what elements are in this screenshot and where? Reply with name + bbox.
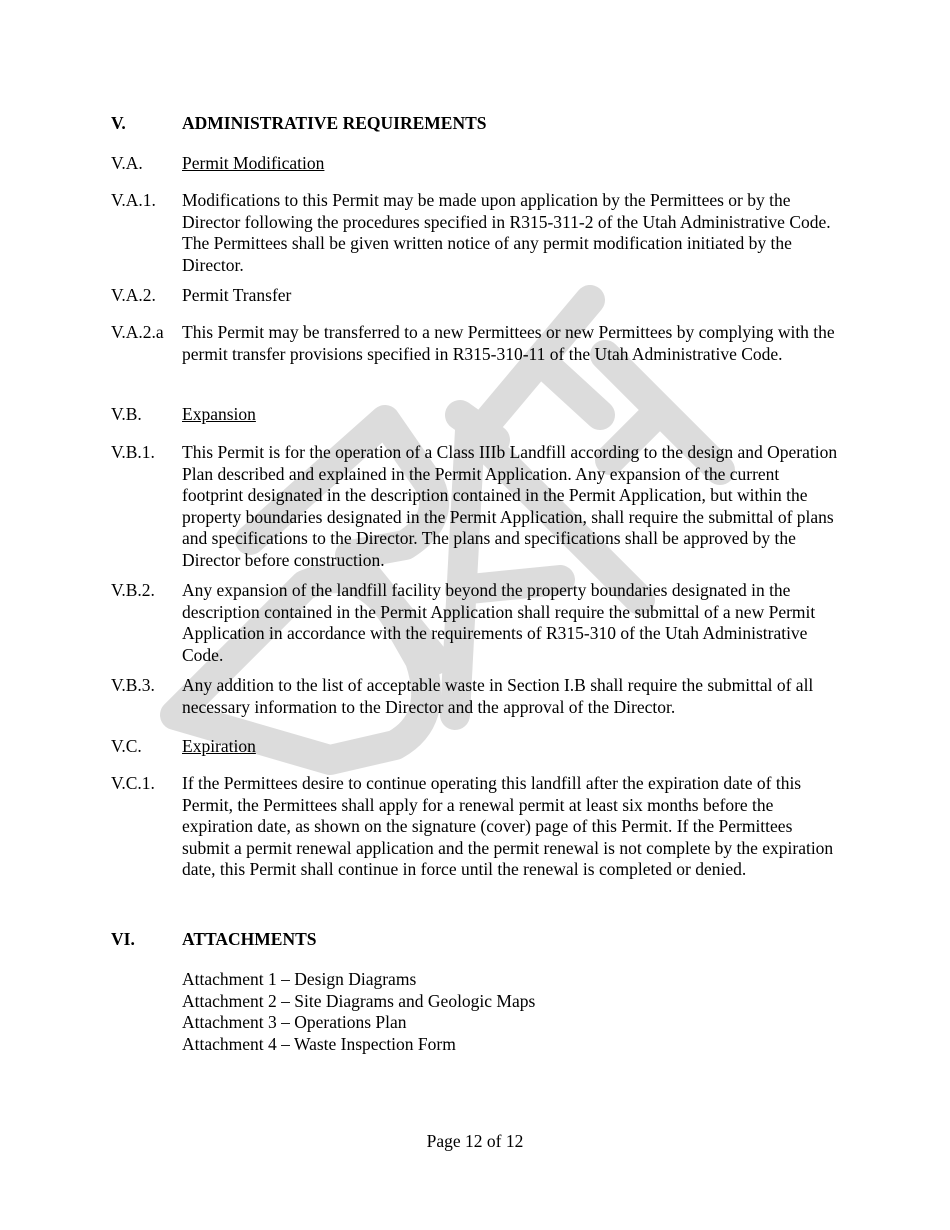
paragraph-vb2	[111, 580, 841, 666]
section-title: Permit Modification	[182, 153, 325, 173]
paragraph-text: Modifications to this Permit may be made upon application by the Permittees or by the Director following the procedures specified in R315-311-2 of the Utah Administrative Code. The Permittees shall be given written notice of any permit modification initiated by the Director.	[182, 190, 831, 275]
attachment-item: Attachment 2 – Site Diagrams and Geologic Maps	[182, 990, 536, 1011]
paragraph-text: Any expansion of the landfill facility beyond the property boundaries designated in the description contained in the Permit Application shall require the submittal of a new Permit Application in accordance with the requirements of R315-310 of the Utah Administrative Code.	[182, 580, 816, 665]
section-title: ADMINISTRATIVE REQUIREMENTS	[182, 113, 487, 133]
paragraph-number: V.B.2.	[111, 580, 155, 600]
paragraph-number: V.B.3.	[111, 675, 155, 695]
paragraph-vb3	[111, 675, 841, 718]
paragraph-va2	[111, 285, 841, 307]
paragraph-number: V.A.2.	[111, 285, 156, 305]
paragraph-vc1	[111, 773, 841, 881]
paragraph-text: This Permit is for the operation of a Class IIIb Landfill according to the design and Operation Plan described and explained in the Permit Application. Any expansion of the current footprint designated in the description contained in the Permit Application, but within the property boundaries designated in the Permit Application, shall require the submittal of plans and specifications to the Director. The plans and specifications shall be approved by the Director before construction.	[182, 442, 838, 570]
section-number: VI.	[111, 929, 135, 949]
paragraph-text: If the Permittees desire to continue operating this landfill after the expiration date of this Permit, the Permittees shall apply for a renewal permit at least six months before the expiration date, as shown on the signature (cover) page of this Permit. If the Permittees submit a permit renewal application and the permit renewal is not complete by the expiration date, this Permit shall continue in force until the renewal is completed or denied.	[182, 773, 834, 879]
attachments-list	[111, 969, 841, 1055]
paragraph-text: Any addition to the list of acceptable waste in Section I.B shall require the submittal of all necessary information to the Director and the approval of the Director.	[182, 675, 814, 717]
section-vi-heading	[111, 929, 841, 951]
section-title: Expiration	[182, 736, 256, 756]
paragraph-text: This Permit may be transferred to a new Permittees or new Permittees by complying with the permit transfer provisions specified in R315-310-11 of the Utah Administrative Code.	[182, 322, 835, 364]
section-number: V.	[111, 113, 126, 133]
attachment-item: Attachment 4 – Waste Inspection Form	[182, 1033, 456, 1054]
section-title: Expansion	[182, 404, 256, 424]
subsection-vc-heading	[111, 736, 841, 758]
attachment-item: Attachment 1 – Design Diagrams	[182, 969, 417, 989]
section-title: ATTACHMENTS	[182, 929, 317, 949]
section-number: V.B.	[111, 404, 142, 424]
page-number: Page 12 of 12	[426, 1131, 524, 1151]
subsection-va-heading	[111, 153, 841, 175]
paragraph-va1	[111, 190, 841, 276]
section-number: V.A.	[111, 153, 143, 173]
paragraph-number: V.A.1.	[111, 190, 156, 210]
paragraph-title: Permit Transfer	[182, 285, 292, 305]
paragraph-vb1	[111, 442, 841, 571]
section-v-heading	[111, 113, 841, 135]
paragraph-number: V.B.1.	[111, 442, 155, 462]
section-number: V.C.	[111, 736, 142, 756]
attachment-item: Attachment 3 – Operations Plan	[182, 1012, 407, 1032]
subsection-vb-heading	[111, 404, 841, 426]
paragraph-number: V.C.1.	[111, 773, 155, 793]
paragraph-va2a	[111, 322, 841, 365]
paragraph-number: V.A.2.a	[111, 322, 164, 342]
